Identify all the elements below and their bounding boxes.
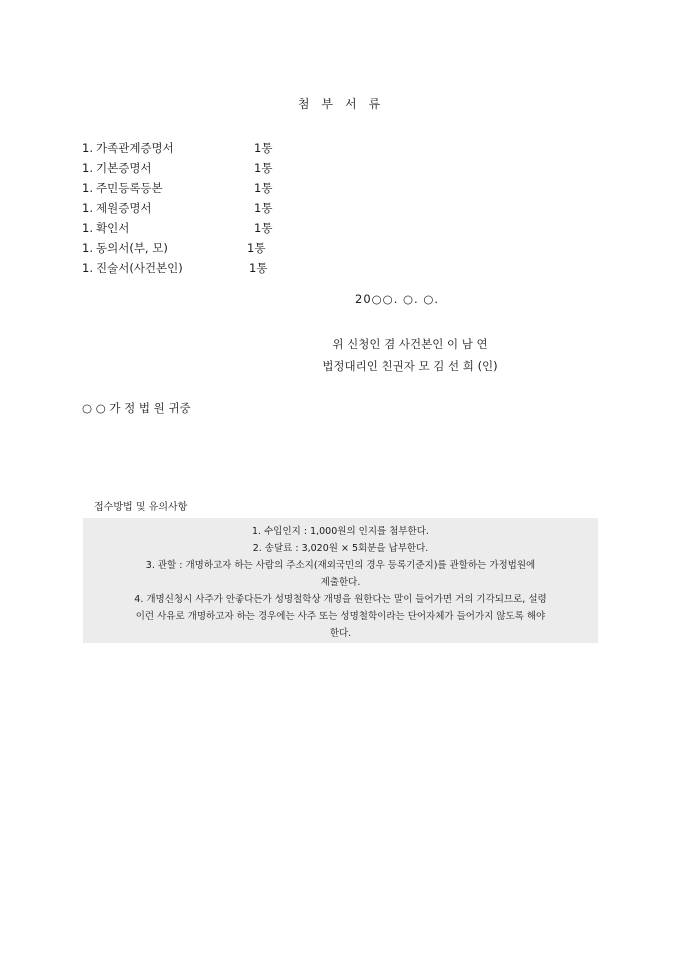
note-line: 1. 수입인지 : 1,000원의 인지를 첨부한다. xyxy=(252,526,429,537)
note-line: 3. 관할 : 개명하고자 하는 사람의 주소지(재외국민의 경우 등록기준지)를 관할하는 가정법원에 xyxy=(145,560,536,571)
attachment-item xyxy=(82,258,382,278)
title-char: 첨 xyxy=(297,97,312,111)
attachment-qty: 1통 xyxy=(254,221,273,235)
document-title xyxy=(0,95,680,112)
note-line: 2. 송달료 : 3,020원 × 5회분을 납부한다. xyxy=(252,543,429,554)
attachment-number: 1. xyxy=(82,261,93,275)
note-line: 4. 개명신청시 사주가 안좋다든가 성명철학상 개명을 원한다는 말이 들어가면 거의 기각되므로, 설령 xyxy=(134,594,547,605)
attachment-number: 1. xyxy=(82,161,93,175)
attachment-qty: 1통 xyxy=(254,201,273,215)
notes-box xyxy=(83,518,598,643)
applicant-block xyxy=(300,333,520,377)
attachment-item xyxy=(82,198,382,218)
attachment-number: 1. xyxy=(82,221,93,235)
title-char: 류 xyxy=(368,97,383,111)
attachment-list xyxy=(82,138,382,278)
applicant-line: 위 신청인 겸 사건본인 이 남 연 xyxy=(332,337,488,351)
attachment-qty: 1통 xyxy=(249,261,268,275)
attachment-name: 확인서 xyxy=(96,221,130,235)
attachment-item xyxy=(82,218,382,238)
attachment-name: 동의서(부, 모) xyxy=(96,241,168,255)
attachment-item xyxy=(82,158,382,178)
attachment-name: 기본증명서 xyxy=(96,161,152,175)
legal-representative-line: 법정대리인 친권자 모 김 선 희 (인) xyxy=(322,359,498,373)
attachment-number: 1. xyxy=(82,181,93,195)
document-date: 20○○. ○. ○. xyxy=(355,292,440,306)
attachment-name: 주민등록등본 xyxy=(96,181,163,195)
attachment-qty: 1통 xyxy=(254,141,273,155)
title-char: 서 xyxy=(345,97,359,111)
attachment-item xyxy=(82,238,382,258)
note-line: 한다. xyxy=(329,628,352,639)
title-char: 부 xyxy=(321,97,335,111)
note-line: 제출한다. xyxy=(320,577,361,588)
notes-heading: 접수방법 및 유의사항 xyxy=(94,502,188,513)
attachment-item xyxy=(82,178,382,198)
attachment-name: 제원증명서 xyxy=(96,201,152,215)
attachment-item xyxy=(82,138,382,158)
attachment-qty: 1통 xyxy=(247,241,266,255)
attachment-qty: 1통 xyxy=(254,161,273,175)
attachment-number: 1. xyxy=(82,201,93,215)
attachment-number: 1. xyxy=(82,141,93,155)
attachment-qty: 1통 xyxy=(254,181,273,195)
court-addressee: ○ ○ 가 정 법 원 귀중 xyxy=(82,401,191,415)
attachment-name: 가족관계증명서 xyxy=(96,141,174,155)
attachment-number: 1. xyxy=(82,241,93,255)
attachment-name: 진술서(사건본인) xyxy=(96,261,183,275)
note-line: 이런 사유로 개명하고자 하는 경우에는 사주 또는 성명철학이라는 단어자체가 들어가지 않도록 해야 xyxy=(135,611,546,622)
